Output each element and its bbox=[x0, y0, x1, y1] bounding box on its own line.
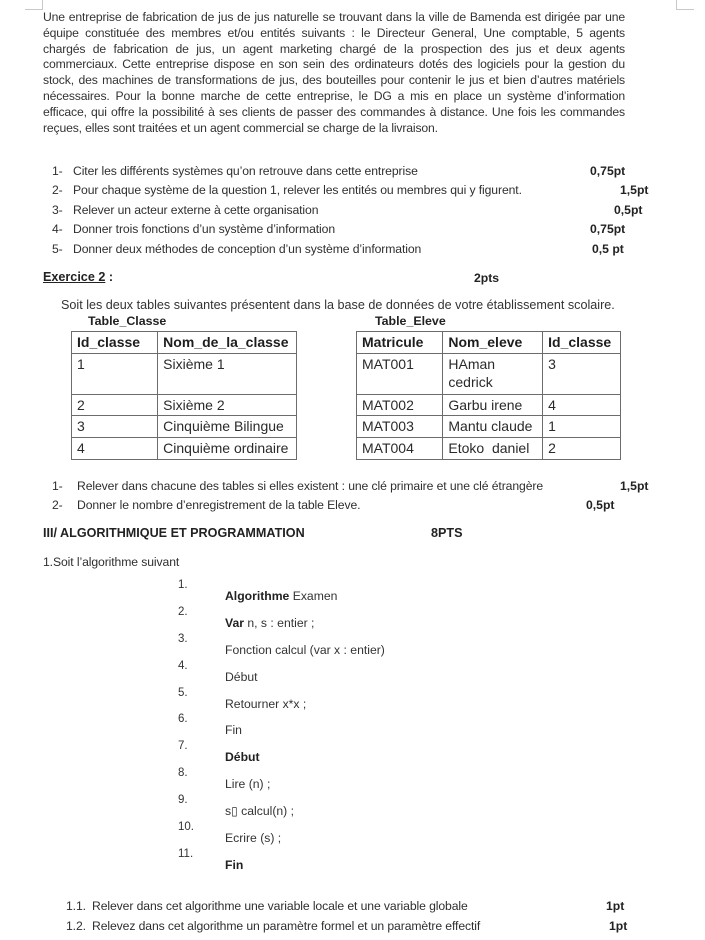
table-cell: MAT002 bbox=[357, 395, 443, 416]
code: Début bbox=[225, 670, 258, 684]
question-points: 0,5pt bbox=[614, 203, 643, 217]
question-text: Relever dans chacune des tables si elles existent : une clé primaire et une clé étrangère bbox=[77, 479, 544, 493]
exercise2-heading bbox=[43, 270, 113, 284]
line-number: 3. bbox=[178, 633, 188, 645]
exercise2-points: 2pts bbox=[474, 271, 500, 285]
line-number: 7. bbox=[178, 740, 188, 752]
table-cell: 1 bbox=[72, 354, 158, 395]
page-corner-mark-right bbox=[676, 0, 694, 10]
table-cell: 3 bbox=[543, 354, 621, 395]
table-cell: 1 bbox=[543, 416, 621, 438]
keyword: Fin bbox=[225, 858, 244, 872]
question-text: Relever un acteur externe à cette organisation bbox=[73, 203, 319, 217]
line-number: 11. bbox=[178, 848, 194, 860]
line-number: 1. bbox=[178, 579, 188, 591]
line-number: 4. bbox=[178, 660, 188, 672]
table-cell: 2 bbox=[72, 395, 158, 416]
question-text: Donner le nombre d’enregistrement de la table Eleve. bbox=[77, 498, 361, 512]
table-cell: 4 bbox=[543, 395, 621, 416]
question-text: Citer les différents systèmes qu’on retrouve dans cette entreprise bbox=[73, 164, 418, 178]
code: n, s : entier ; bbox=[243, 616, 315, 630]
table-cell: 3 bbox=[72, 416, 158, 438]
exercise2-title-suffix: : bbox=[105, 270, 114, 284]
table-cell: MAT001 bbox=[357, 354, 443, 395]
table-cell: Garbu irene bbox=[443, 395, 543, 416]
line-text bbox=[225, 777, 270, 791]
question-number: 5- bbox=[52, 242, 63, 256]
question-number: 2- bbox=[52, 498, 63, 512]
exercise2-statement: Soit les deux tables suivantes présentent dans la base de données de votre établissement scolaire. bbox=[61, 298, 615, 312]
question-text: Relevez dans cet algorithme un paramètre formel et un paramètre effectif bbox=[92, 919, 481, 933]
keyword: Début bbox=[225, 750, 260, 764]
line-number: 2. bbox=[178, 606, 188, 618]
table-row bbox=[357, 416, 621, 438]
table-row bbox=[72, 438, 297, 460]
code: Ecrire (s) ; bbox=[225, 831, 282, 845]
question-text: Relever dans cet algorithme une variable locale et une variable globale bbox=[92, 899, 468, 913]
table-row bbox=[357, 354, 621, 395]
table-row bbox=[357, 395, 621, 416]
code: s▯ calcul(n) ; bbox=[225, 804, 295, 818]
table-cell: 2 bbox=[543, 438, 621, 460]
line-text bbox=[225, 804, 294, 818]
line-number: 8. bbox=[178, 767, 188, 779]
algorithm-intro: 1.Soit l’algorithme suivant bbox=[43, 555, 180, 569]
line-text bbox=[225, 723, 242, 737]
table-eleve bbox=[356, 331, 621, 460]
table-cell: Cinquième ordinaire bbox=[158, 438, 297, 460]
table-cell: Sixième 1 bbox=[158, 354, 297, 395]
table-row bbox=[357, 438, 621, 460]
question-number: 4- bbox=[52, 222, 63, 236]
line-text bbox=[225, 750, 260, 764]
question-text: Donner trois fonctions d’un système d’information bbox=[73, 222, 335, 236]
table-classe-caption: Table_Classe bbox=[88, 314, 167, 328]
table-cell: MAT004 bbox=[357, 438, 443, 460]
line-text bbox=[225, 643, 385, 657]
line-number: 10. bbox=[178, 821, 194, 833]
table-cell: Mantu claude bbox=[443, 416, 543, 438]
line-number: 6. bbox=[178, 713, 188, 725]
question-number: 2- bbox=[52, 183, 63, 197]
question-number: 1.2. bbox=[66, 919, 86, 933]
table-cell: Cinquième Bilingue bbox=[158, 416, 297, 438]
question-points: 1pt bbox=[609, 919, 628, 933]
keyword: Algorithme bbox=[225, 589, 290, 603]
line-text bbox=[225, 670, 258, 684]
code: Retourner x*x ; bbox=[225, 697, 307, 711]
question-points: 1,5pt bbox=[620, 479, 649, 493]
line-text bbox=[225, 616, 314, 630]
table-cell: Etoko daniel bbox=[443, 438, 543, 460]
question-number: 1- bbox=[52, 479, 63, 493]
intro-text: Une entreprise de fabrication de jus de jus naturelle se trouvant dans la ville de Bamenda est dirigée par une équipe constituée des membres et/ou entités suivants : le Directeur General, Une comptable, 5 agents chargés de fabrication de jus, un agent marketing chargé de la prospection des jus et deux agents commerciaux. Cette entreprise dispose en son sein des ordinateurs dotés des logiciels pour la gestion du stock, des machines de transformations de jus, des bouteilles pour contenir le jus et bien d’autres matériels nécessaires. Pour la bonne marche de cette entreprise, le DG a mis en place un système d’information efficace, qui offre la possibilité à ses clients de passer des commandes à distance. Une fois les commandes reçues, elles sont traitées et un agent commercial se charge de la livraison. bbox=[43, 10, 625, 135]
question-number: 3- bbox=[52, 203, 63, 217]
table-cell: 4 bbox=[72, 438, 158, 460]
line-text bbox=[225, 697, 306, 711]
page-corner-mark-left bbox=[25, 0, 43, 10]
column-header: Id_classe bbox=[543, 332, 621, 354]
question-number: 1.1. bbox=[66, 899, 86, 913]
line-text bbox=[225, 858, 243, 872]
question-points: 0,5 pt bbox=[592, 242, 624, 256]
column-header: Id_classe bbox=[72, 332, 158, 354]
line-text bbox=[225, 831, 281, 845]
table-cell: Sixième 2 bbox=[158, 395, 297, 416]
table-cell: MAT003 bbox=[357, 416, 443, 438]
question-points: 0,75pt bbox=[590, 164, 626, 178]
column-header: Nom_de_la_classe bbox=[158, 332, 297, 354]
question-points: 1pt bbox=[606, 899, 625, 913]
line-number: 5. bbox=[178, 687, 188, 699]
code: Fin bbox=[225, 723, 242, 737]
code: Lire (n) ; bbox=[225, 777, 271, 791]
table-eleve-caption: Table_Eleve bbox=[375, 314, 446, 328]
exercise2-title: Exercice 2 bbox=[43, 270, 106, 284]
question-number: 1- bbox=[52, 164, 63, 178]
question-text: Donner deux méthodes de conception d’un système d’information bbox=[73, 242, 422, 256]
table-cell: HAman cedrick bbox=[443, 354, 543, 395]
column-header: Matricule bbox=[357, 332, 443, 354]
section3-points: 8PTS bbox=[431, 526, 463, 540]
keyword: Var bbox=[225, 616, 244, 630]
section3-title: III/ ALGORITHMIQUE ET PROGRAMMATION bbox=[43, 526, 305, 540]
question-points: 1,5pt bbox=[620, 183, 649, 197]
table-row bbox=[72, 354, 297, 395]
line-number: 9. bbox=[178, 794, 188, 806]
table-header-row bbox=[72, 332, 297, 354]
line-text bbox=[225, 589, 337, 603]
code: Examen bbox=[289, 589, 338, 603]
table-header-row bbox=[357, 332, 621, 354]
question-text: Pour chaque système de la question 1, relever les entités ou membres qui y figurent. bbox=[73, 183, 522, 197]
table-classe bbox=[71, 331, 297, 460]
column-header: Nom_eleve bbox=[443, 332, 543, 354]
code: Fonction calcul (var x : entier) bbox=[225, 643, 385, 657]
table-row bbox=[72, 416, 297, 438]
table-row bbox=[72, 395, 297, 416]
intro-paragraph bbox=[43, 10, 625, 136]
question-points: 0,5pt bbox=[586, 498, 615, 512]
question-points: 0,75pt bbox=[590, 222, 626, 236]
